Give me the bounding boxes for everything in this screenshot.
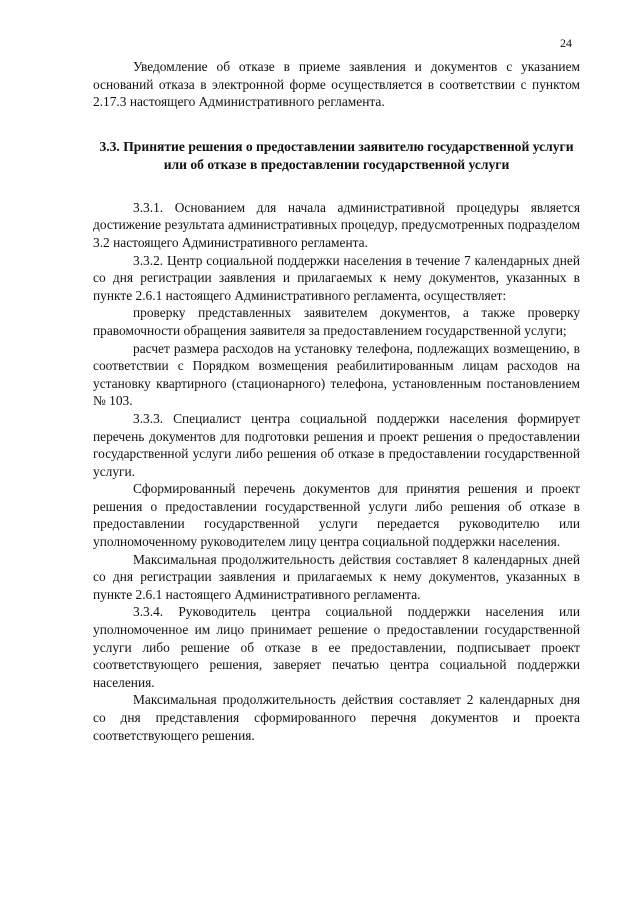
paragraph-3-3-3: 3.3.3. Специалист центра социальной поддержки населения формирует перечень документов для подготовки решения и проект решения о предоставлении государственной услуги либо решения об отказе в предоставлении государственной услуги.: [93, 410, 580, 479]
section-heading: 3.3. Принятие решения о предоставлении заявителю государственной услуги или об отказе в предоставлении государственной услуги: [99, 138, 574, 172]
paragraph-3-3-2: 3.3.2. Центр социальной поддержки населения в течение 7 календарных дней со дня регистрации заявления и прилагаемых к нему документов, указанных в пункте 2.6.1 настоящего Административного регламента, осуществляет:: [93, 252, 580, 303]
page-number: 24: [560, 36, 572, 50]
paragraph-max-duration-2-days: Максимальная продолжительность действия составляет 2 календарных дня со дня представления сформированного перечня документов и проекта соответствующего решения.: [93, 692, 580, 743]
paragraph-3-3-4: 3.3.4. Руководитель центра социальной поддержки населения или уполномоченное им лицо принимает решение о предоставлении государственной услуги либо решение об отказе в ее предоставлении, подписывает проект соответствующего решения, заверяет печатью центра социальной поддержки населения.: [93, 604, 580, 690]
paragraph-expense-calculation: расчет размера расходов на установку телефона, подлежащих возмещению, в соответствии с Порядком возмещения реабилитированным лицам расходов на установку квартирного (стационарного) телефона, установленным постановлением № 103.: [93, 340, 580, 409]
paragraph-check-documents: проверку представленных заявителем документов, а также проверку правомочности обращения заявителя за предоставлением государственной услуги;: [93, 305, 580, 338]
paragraph-3-3-1: 3.3.1. Основанием для начала административной процедуры является достижение результата административных процедур, предусмотренных подразделом 3.2 настоящего Административного регламента.: [93, 199, 580, 250]
document-body: [93, 58, 580, 744]
intro-paragraph: Уведомление об отказе в приеме заявления и документов с указанием оснований отказа в электронной форме осуществляется в соответствии с пунктом 2.17.3 настоящего Административного регламента.: [93, 59, 580, 110]
paragraph-formed-list: Сформированный перечень документов для принятия решения и проект решения о предоставлении государственной услуги либо решения об отказе в предоставлении государственной услуги передается руководителю или уполномоченному руководителем лицу центра социальной поддержки населения.: [93, 481, 580, 550]
paragraph-max-duration-8-days: Максимальная продолжительность действия составляет 8 календарных дней со дня регистрации заявления и прилагаемых к нему документов, указанных в пункте 2.6.1 настоящего Административного регламента.: [93, 551, 580, 602]
